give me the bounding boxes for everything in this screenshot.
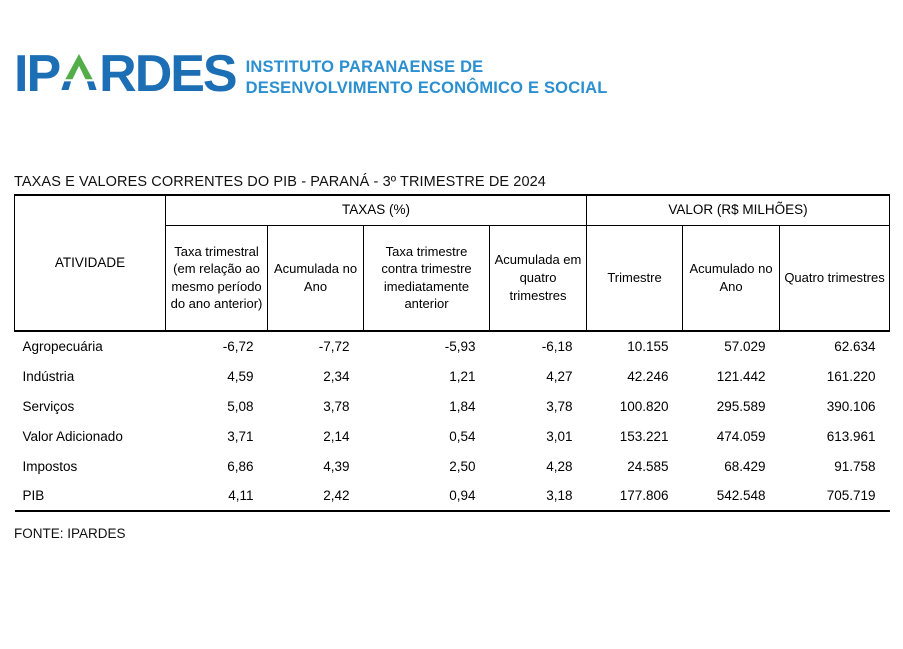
value-cell: 0,54 bbox=[449, 428, 476, 444]
value-cell: 705.719 bbox=[780, 481, 890, 511]
value-cell: 3,18 bbox=[490, 481, 587, 511]
value-cell: 390.106 bbox=[826, 398, 876, 414]
ipardes-brand-header bbox=[14, 45, 889, 103]
activity-cell: Valor Adicionado bbox=[22, 428, 123, 444]
logo-text-rdes: RDES bbox=[99, 45, 236, 103]
value-cell: 3,78 bbox=[546, 398, 573, 414]
group-header-row bbox=[15, 195, 890, 225]
activity-cell: Serviços bbox=[22, 398, 75, 414]
value-cell: 3,78 bbox=[323, 398, 350, 414]
column-header-acumulado-no-ano: Acumulado no Ano bbox=[683, 225, 780, 331]
value-cell: 10.155 bbox=[627, 339, 669, 354]
column-header-atividade: ATIVIDADE bbox=[15, 195, 166, 331]
column-header-quatro-trimestres: Quatro trimestres bbox=[780, 225, 890, 331]
value-cell: 177.806 bbox=[587, 481, 683, 511]
document-page bbox=[0, 46, 903, 541]
value-cell: 2,14 bbox=[323, 428, 350, 444]
value-cell: 4,27 bbox=[546, 368, 573, 384]
value-cell: 0,94 bbox=[364, 481, 490, 511]
group-header-taxas: TAXAS (%) bbox=[166, 195, 587, 225]
value-cell: -5,93 bbox=[444, 339, 476, 354]
value-cell: 1,21 bbox=[449, 368, 476, 384]
table-row-servicos bbox=[15, 391, 890, 421]
column-header-acumulada-quatro-trimestres: Acumulada em quatro trimestres bbox=[490, 225, 587, 331]
institute-subtitle bbox=[246, 57, 608, 99]
source-note: FONTE: IPARDES bbox=[14, 526, 126, 541]
activity-cell: Impostos bbox=[22, 458, 78, 474]
value-cell: 4,28 bbox=[546, 458, 573, 474]
value-cell: -6,18 bbox=[541, 339, 573, 354]
subtitle-line-1: INSTITUTO PARANAENSE DE bbox=[245, 58, 484, 76]
value-cell: 2,34 bbox=[323, 368, 350, 384]
table-row-pib bbox=[15, 481, 890, 511]
value-cell: 24.585 bbox=[627, 458, 669, 474]
column-header-trimestre: Trimestre bbox=[587, 225, 683, 331]
logo-text-ip: IP bbox=[14, 45, 60, 103]
column-header-acumulada-no-ano: Acumulada no Ano bbox=[268, 225, 364, 331]
subtitle-line-2: DESENVOLVIMENTO ECONÔMICO E SOCIAL bbox=[245, 79, 608, 97]
value-cell: -6,72 bbox=[222, 339, 254, 354]
value-cell: 42.246 bbox=[627, 368, 669, 384]
ipardes-logo bbox=[14, 45, 236, 103]
value-cell: 3,71 bbox=[227, 428, 254, 444]
value-cell: 121.442 bbox=[716, 368, 766, 384]
activity-cell: PIB bbox=[15, 481, 166, 511]
value-cell: 6,86 bbox=[227, 458, 254, 474]
pib-data-table bbox=[14, 194, 890, 512]
column-header-taxa-trimestral: Taxa trimestral (em relação ao mesmo período do ano anterior) bbox=[166, 225, 268, 331]
table-row-industria bbox=[15, 361, 890, 391]
value-cell: 57.029 bbox=[724, 339, 766, 354]
table-row-impostos bbox=[15, 451, 890, 481]
value-cell: 4,59 bbox=[227, 368, 254, 384]
value-cell: 62.634 bbox=[834, 339, 876, 354]
logo-letter-a-icon bbox=[61, 53, 97, 91]
value-cell: 5,08 bbox=[227, 398, 254, 414]
value-cell: 153.221 bbox=[619, 428, 669, 444]
value-cell: 91.758 bbox=[834, 458, 876, 474]
group-header-valor: VALOR (R$ MILHÕES) bbox=[587, 195, 890, 225]
value-cell: 2,50 bbox=[449, 458, 476, 474]
column-header-taxa-trimestre-contra-trimestre: Taxa trimestre contra trimestre imediatamente anterior bbox=[364, 225, 490, 331]
value-cell: 1,84 bbox=[449, 398, 476, 414]
value-cell: -7,72 bbox=[318, 339, 350, 354]
activity-cell: Agropecuária bbox=[22, 339, 103, 354]
value-cell: 2,42 bbox=[268, 481, 364, 511]
page-title: TAXAS E VALORES CORRENTES DO PIB - PARANÁ - 3º TRIMESTRE DE 2024 bbox=[14, 174, 546, 190]
activity-cell: Indústria bbox=[22, 368, 75, 384]
table-row-valor-adicionado bbox=[15, 421, 890, 451]
value-cell: 100.820 bbox=[619, 398, 669, 414]
value-cell: 161.220 bbox=[826, 368, 876, 384]
value-cell: 4,11 bbox=[166, 481, 268, 511]
value-cell: 295.589 bbox=[716, 398, 766, 414]
value-cell: 474.059 bbox=[716, 428, 766, 444]
value-cell: 542.548 bbox=[683, 481, 780, 511]
table-row-agropecuaria bbox=[15, 331, 890, 361]
value-cell: 613.961 bbox=[826, 428, 876, 444]
value-cell: 68.429 bbox=[724, 458, 766, 474]
value-cell: 4,39 bbox=[323, 458, 350, 474]
value-cell: 3,01 bbox=[546, 428, 573, 444]
